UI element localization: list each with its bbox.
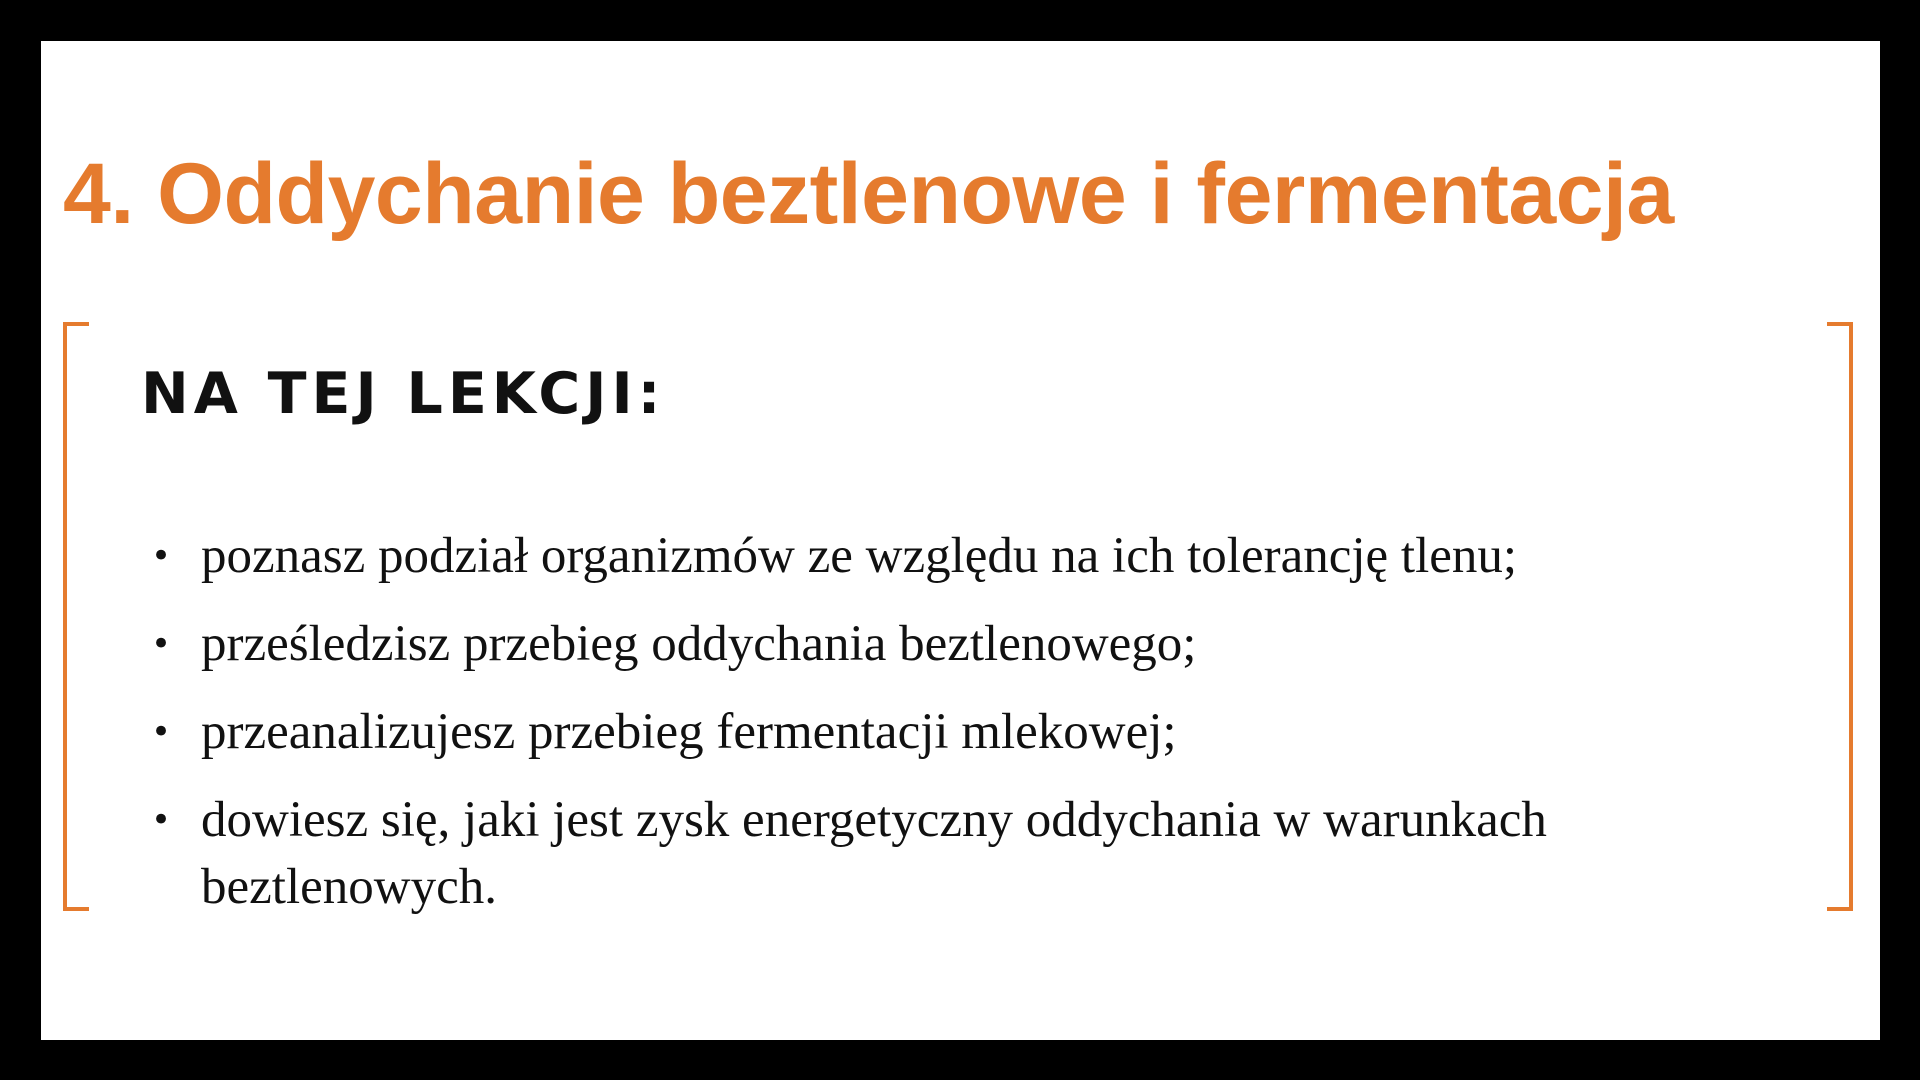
list-item bbox=[141, 699, 1781, 766]
right-bracket-decoration bbox=[1827, 322, 1853, 911]
list-item-text: przeanalizujesz przebieg fermentacji mlekowej; bbox=[201, 704, 1177, 760]
slide-title: 4. Oddychanie beztlenowe i fermentacja bbox=[63, 146, 1674, 242]
list-item-text: prześledzisz przebieg oddychania beztlenowego; bbox=[201, 616, 1197, 672]
list-item bbox=[141, 523, 1781, 590]
list-item bbox=[141, 611, 1781, 678]
list-item bbox=[141, 787, 1781, 921]
slide bbox=[41, 41, 1880, 1040]
bullet-icon: • bbox=[151, 712, 172, 752]
bullet-icon: • bbox=[151, 624, 172, 664]
left-bracket-decoration bbox=[63, 322, 89, 911]
lesson-goals-list bbox=[141, 523, 1781, 942]
bullet-icon: • bbox=[151, 536, 172, 576]
list-item-text: poznasz podział organizmów ze względu na ich tolerancję tlenu; bbox=[201, 528, 1518, 584]
lesson-goals-heading: NA TEJ LEKCJI: bbox=[141, 361, 666, 427]
list-item-text: dowiesz się, jaki jest zysk energetyczny oddychania w warunkach beztlenowych. bbox=[201, 792, 1547, 915]
bullet-icon: • bbox=[151, 800, 172, 840]
